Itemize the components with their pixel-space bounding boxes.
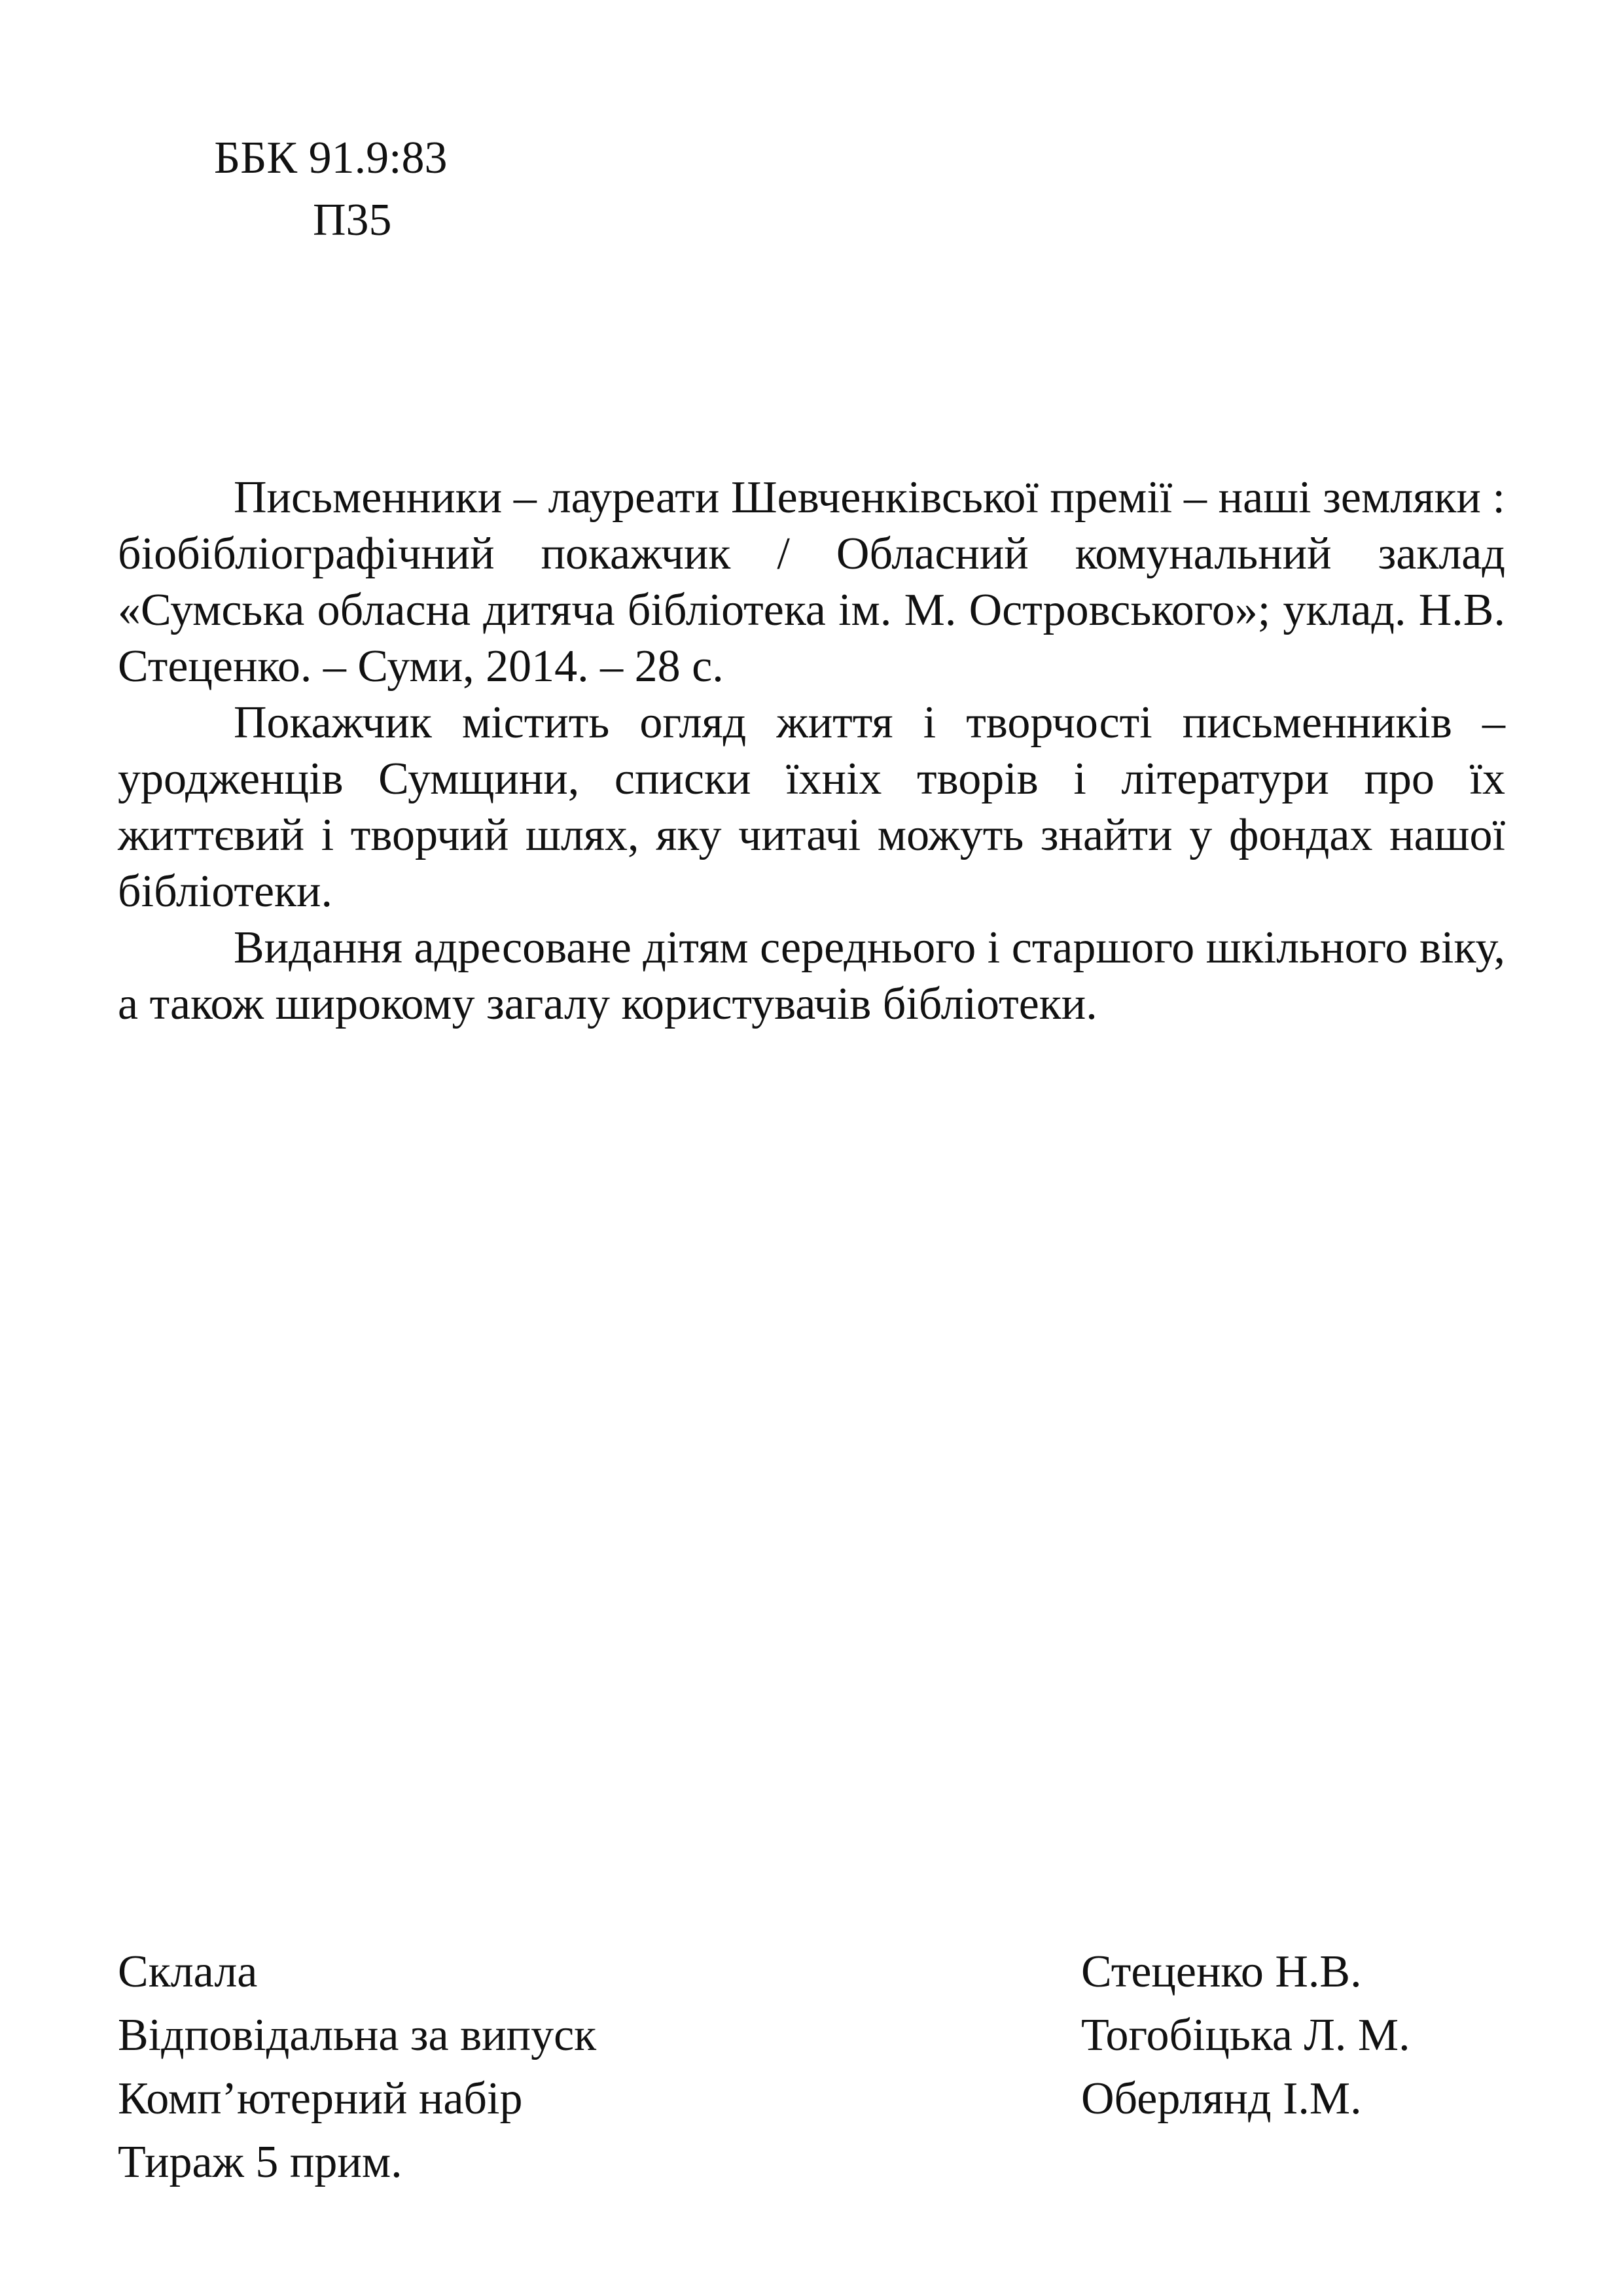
credit-row-responsible <box>118 2004 1518 2067</box>
credit-role: Склала <box>118 1947 258 1997</box>
credit-row-typesetting <box>118 2067 1518 2130</box>
credits <box>118 1940 1518 2194</box>
audience-paragraph: Видання адресоване дітям середнього і старшого шкільного віку, а також широкому загалу користувачів бібліотеки. <box>118 923 1505 1029</box>
abstract <box>118 470 1505 1033</box>
annotation-paragraph: Покажчик містить огляд життя і творчості письменників – уродженців Сумщини, списки їхніх творів і літератури про їх життєвий і творчий шлях, яку читачі можуть знайти у фондах нашої бібліотеки. <box>118 698 1505 917</box>
credit-role: Відповідальна за випуск <box>118 2010 597 2060</box>
credit-row-compiler <box>118 1940 1518 2004</box>
credit-person: Тогобіцька Л. М. <box>1081 2010 1410 2060</box>
credit-role: Комп’ютерний набір <box>118 2074 523 2124</box>
author-code: П35 <box>313 195 392 245</box>
bbk-index: ББК 91.9:83 <box>214 133 448 183</box>
credit-row-print-run <box>118 2130 1518 2194</box>
print-run: Тираж 5 прим. <box>118 2137 402 2187</box>
credit-person: Стеценко Н.В. <box>1081 1947 1362 1997</box>
credit-person: Оберлянд І.М. <box>1081 2074 1362 2124</box>
bibliographic-description: Письменники – лауреати Шевченківської премії – наші земляки : біобібліографічний покажчик / Обласний комунальний заклад «Сумська обласна дитяча бібліотека ім. М. Островського»; уклад. Н.В. Стеценко. – Суми, 2014. – 28 с. <box>118 472 1505 692</box>
